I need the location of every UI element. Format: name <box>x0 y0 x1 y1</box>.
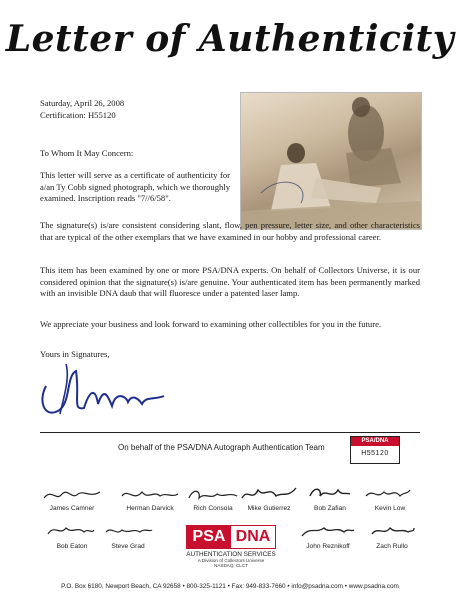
authenticator-name: Bob Eaton <box>56 543 88 550</box>
authenticator-name: Bob Zafian <box>314 505 346 512</box>
authenticator-name: James Camner <box>49 505 95 512</box>
logo-ticker: NASDAQ: CLCT <box>214 563 248 568</box>
authenticator-name: Kevin Low <box>374 505 406 512</box>
hologram-brand: PSA/DNA <box>351 437 399 446</box>
logo-wordmark <box>186 525 276 549</box>
authenticator-name: Zach Rullo <box>376 543 408 550</box>
paragraph-examination: This item has been examined by one or more PSA/DNA experts. On behalf of Collectors Universe, it is our considered opinion that the signature(s) is/are genuine. Your authenticated item has been permanently marked with an invisible DNA daub that will fluoresce under a patented laser lamp. <box>40 265 420 299</box>
logo-tagline: AUTHENTICATION SERVICES <box>186 551 276 558</box>
logo-psa: PSA <box>187 526 231 548</box>
authenticator-signature <box>185 486 240 504</box>
logo-division: A Division of Collectors Universe <box>197 558 265 563</box>
authenticator-signature <box>104 522 154 540</box>
authenticator-signature <box>300 522 356 540</box>
team-line: On behalf of the PSA/DNA Autograph Authentication Team <box>118 443 325 452</box>
paragraph-signature-consistency: The signature(s) is/are consistent considering slant, flow, pen pressure, letter size, and other characteristics that are typical of the other exemplars that we have examined in our hobby and professional career. <box>40 220 420 242</box>
authenticator-signature <box>42 486 102 504</box>
authenticator-signature <box>364 484 412 504</box>
authenticator-signature <box>240 484 298 504</box>
signed-photograph <box>240 92 422 230</box>
letter-date: Saturday, April 26, 2008 <box>40 98 125 108</box>
authenticator-name: Herman Darvick <box>126 505 174 512</box>
authenticator-name: Steve Grad <box>111 543 145 550</box>
letter-title: Letter of Authenticity <box>5 18 455 60</box>
salutation: To Whom It May Concern: <box>40 148 134 158</box>
hologram-number: H55120 <box>361 450 389 457</box>
authenticator-signature <box>46 522 96 540</box>
authenticator-name: John Reznikoff <box>306 543 350 550</box>
psa-dna-logo <box>186 525 276 568</box>
photograph-image <box>241 93 421 229</box>
closing-line: Yours in Signatures, <box>40 349 110 359</box>
hologram-tag <box>350 436 400 464</box>
authenticator-signature <box>370 522 416 540</box>
authenticator-name: Mike Gutierrez <box>247 505 291 512</box>
footer-contact: P.O. Box 6180, Newport Beach, CA 92658 • 800-325-1121 • Fax: 949-833-7660 • info@psadna.com • www.psadna.com <box>61 583 399 590</box>
authenticator-signature <box>120 486 180 504</box>
authenticator-signature <box>308 484 352 504</box>
handwritten-signature <box>36 356 176 431</box>
logo-dna: DNA <box>231 526 275 548</box>
certification-number: Certification: H55120 <box>40 110 116 120</box>
paragraph-certificate: This letter will serve as a certificate of authenticity for a/an Ty Cobb signed photograph, which we thoroughly examined. Inscription reads "7//6/58". <box>40 170 230 204</box>
authenticator-name: Rich Consola <box>193 505 233 512</box>
signature-scribble <box>36 356 176 426</box>
paragraph-appreciation: We appreciate your business and look forward to examining other collectibles for you in the future. <box>40 319 382 329</box>
letter-meta <box>40 97 124 121</box>
team-divider <box>40 432 420 433</box>
